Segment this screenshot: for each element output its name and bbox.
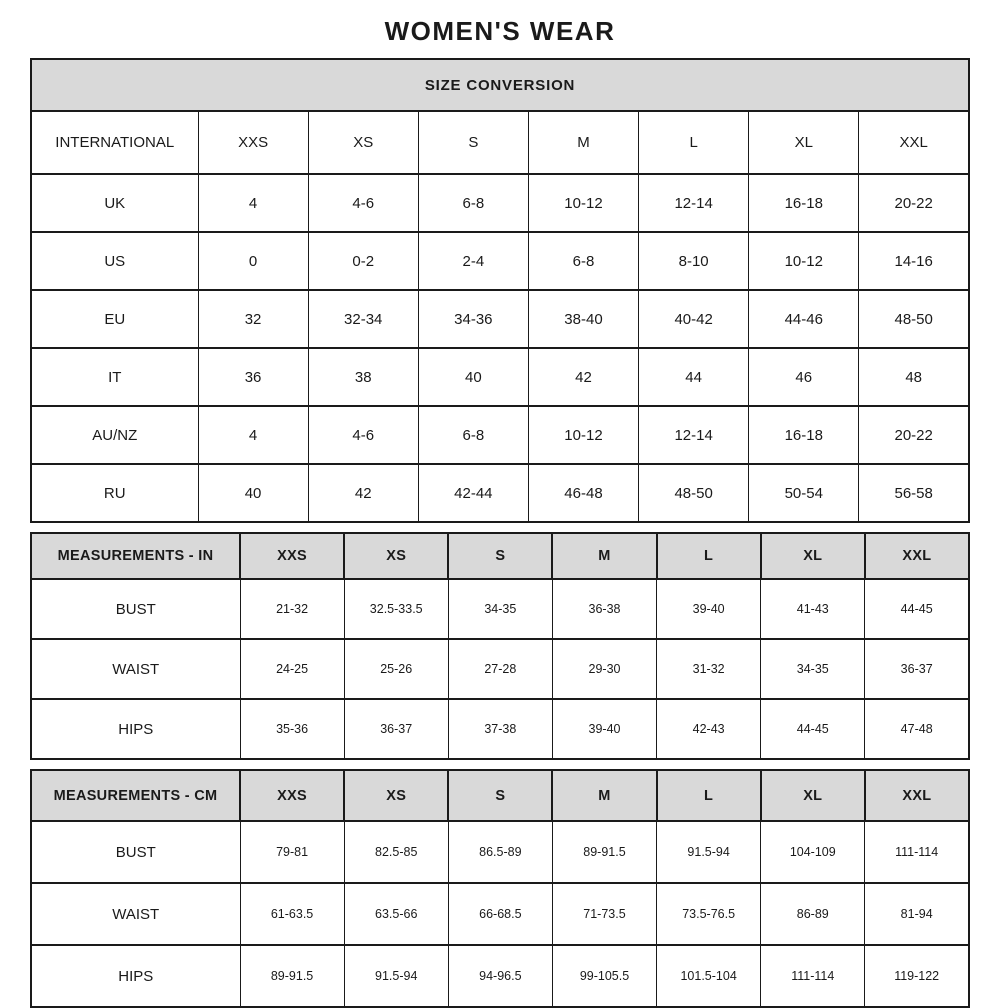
column-header-xs: XS	[344, 533, 448, 579]
table-cell: 24-25	[240, 639, 344, 699]
table-cell: 27-28	[448, 639, 552, 699]
table-cell: 34-36	[418, 290, 528, 348]
table-cell: 81-94	[865, 883, 969, 945]
table-cell: 48-50	[859, 290, 969, 348]
table-cell: 12-14	[639, 406, 749, 464]
table-cell: 36	[198, 348, 308, 406]
table-cell: 39-40	[657, 579, 761, 639]
table-cell: 44	[639, 348, 749, 406]
size-conversion-column-header-row	[31, 111, 969, 174]
table-cell: 94-96.5	[448, 945, 552, 1007]
table-cell: 38	[308, 348, 418, 406]
size-conversion-title-row	[31, 59, 969, 111]
table-row-waist-cm	[31, 883, 969, 945]
row-label: HIPS	[31, 699, 240, 759]
table-cell: 56-58	[859, 464, 969, 522]
table-cell: 4-6	[308, 174, 418, 232]
table-row-eu	[31, 290, 969, 348]
table-cell: 6-8	[528, 232, 638, 290]
table-cell: 46	[749, 348, 859, 406]
column-header-l: L	[657, 770, 761, 821]
table-cell: 32-34	[308, 290, 418, 348]
table-cell: 48	[859, 348, 969, 406]
column-header-xs: XS	[344, 770, 448, 821]
table-cell: 34-35	[448, 579, 552, 639]
table-cell: 21-32	[240, 579, 344, 639]
table-row-uk	[31, 174, 969, 232]
row-label: WAIST	[31, 639, 240, 699]
column-header-xxl: XXL	[865, 533, 969, 579]
table-cell: 36-38	[552, 579, 656, 639]
column-header-m: M	[552, 770, 656, 821]
table-row-ru	[31, 464, 969, 522]
table-cell: 39-40	[552, 699, 656, 759]
row-label: RU	[31, 464, 198, 522]
column-header-m: M	[528, 111, 638, 174]
table-cell: 44-45	[865, 579, 969, 639]
table-cell: 82.5-85	[344, 821, 448, 883]
column-header-xs: XS	[308, 111, 418, 174]
table-cell: 89-91.5	[552, 821, 656, 883]
table-cell: 40	[418, 348, 528, 406]
table-cell: 4	[198, 174, 308, 232]
row-label: UK	[31, 174, 198, 232]
measurements-in-table	[30, 532, 970, 760]
table-cell: 35-36	[240, 699, 344, 759]
measurements-in-header-row	[31, 533, 969, 579]
column-header-s: S	[448, 533, 552, 579]
table-cell: 14-16	[859, 232, 969, 290]
table-cell: 91.5-94	[344, 945, 448, 1007]
table-cell: 0	[198, 232, 308, 290]
column-header-xxs: XXS	[240, 533, 344, 579]
table-cell: 41-43	[761, 579, 865, 639]
table-cell: 8-10	[639, 232, 749, 290]
table-cell: 86-89	[761, 883, 865, 945]
table-row-waist-in	[31, 639, 969, 699]
table-row-bust-in	[31, 579, 969, 639]
row-label: AU/NZ	[31, 406, 198, 464]
row-label: WAIST	[31, 883, 240, 945]
table-cell: 42	[528, 348, 638, 406]
table-cell: 31-32	[657, 639, 761, 699]
table-cell: 36-37	[865, 639, 969, 699]
column-header-xl: XL	[761, 533, 865, 579]
table-cell: 25-26	[344, 639, 448, 699]
table-cell: 29-30	[552, 639, 656, 699]
table-cell: 99-105.5	[552, 945, 656, 1007]
table-cell: 38-40	[528, 290, 638, 348]
table-cell: 71-73.5	[552, 883, 656, 945]
table-cell: 36-37	[344, 699, 448, 759]
table-cell: 111-114	[761, 945, 865, 1007]
table-cell: 20-22	[859, 174, 969, 232]
table-row-bust-cm	[31, 821, 969, 883]
table-row-us	[31, 232, 969, 290]
size-conversion-table	[30, 58, 970, 523]
table-cell: 44-46	[749, 290, 859, 348]
table-cell: 89-91.5	[240, 945, 344, 1007]
table-cell: 63.5-66	[344, 883, 448, 945]
table-cell: 10-12	[528, 406, 638, 464]
table-cell: 37-38	[448, 699, 552, 759]
table-cell: 10-12	[528, 174, 638, 232]
page-title: WOMEN'S WEAR	[384, 16, 616, 46]
table-row-hips-in	[31, 699, 969, 759]
measurements-in-header: MEASUREMENTS - IN	[31, 533, 240, 579]
column-header-s: S	[418, 111, 528, 174]
table-cell: 104-109	[761, 821, 865, 883]
table-cell: 0-2	[308, 232, 418, 290]
row-label: BUST	[31, 821, 240, 883]
column-header-xl: XL	[749, 111, 859, 174]
measurements-cm-header-row	[31, 770, 969, 821]
column-header-xl: XL	[761, 770, 865, 821]
size-conversion-header: SIZE CONVERSION	[31, 59, 969, 111]
table-cell: 66-68.5	[448, 883, 552, 945]
table-cell: 91.5-94	[657, 821, 761, 883]
table-cell: 101.5-104	[657, 945, 761, 1007]
table-cell: 40	[198, 464, 308, 522]
row-label: IT	[31, 348, 198, 406]
table-cell: 79-81	[240, 821, 344, 883]
table-cell: 61-63.5	[240, 883, 344, 945]
table-row-it	[31, 348, 969, 406]
column-header-m: M	[552, 533, 656, 579]
table-cell: 40-42	[639, 290, 749, 348]
column-header-l: L	[657, 533, 761, 579]
table-cell: 16-18	[749, 174, 859, 232]
row-label: HIPS	[31, 945, 240, 1007]
table-cell: 10-12	[749, 232, 859, 290]
table-cell: 2-4	[418, 232, 528, 290]
table-cell: 4	[198, 406, 308, 464]
row-label: EU	[31, 290, 198, 348]
column-header-s: S	[448, 770, 552, 821]
table-cell: 44-45	[761, 699, 865, 759]
column-header-l: L	[639, 111, 749, 174]
table-cell: 4-6	[308, 406, 418, 464]
table-cell: 32.5-33.5	[344, 579, 448, 639]
table-cell: 50-54	[749, 464, 859, 522]
column-header-xxs: XXS	[198, 111, 308, 174]
table-cell: 32	[198, 290, 308, 348]
table-cell: 12-14	[639, 174, 749, 232]
table-cell: 111-114	[865, 821, 969, 883]
table-cell: 48-50	[639, 464, 749, 522]
column-header-xxl: XXL	[865, 770, 969, 821]
table-cell: 73.5-76.5	[657, 883, 761, 945]
table-row-aunz	[31, 406, 969, 464]
measurements-cm-header: MEASUREMENTS - CM	[31, 770, 240, 821]
table-cell: 47-48	[865, 699, 969, 759]
column-header-xxs: XXS	[240, 770, 344, 821]
table-cell: 42-44	[418, 464, 528, 522]
table-cell: 6-8	[418, 406, 528, 464]
row-label: BUST	[31, 579, 240, 639]
table-cell: 34-35	[761, 639, 865, 699]
table-cell: 20-22	[859, 406, 969, 464]
column-header-international: INTERNATIONAL	[31, 111, 198, 174]
table-cell: 42	[308, 464, 418, 522]
table-cell: 119-122	[865, 945, 969, 1007]
column-header-xxl: XXL	[859, 111, 969, 174]
table-cell: 16-18	[749, 406, 859, 464]
table-cell: 6-8	[418, 174, 528, 232]
measurements-cm-table	[30, 769, 970, 1008]
table-cell: 42-43	[657, 699, 761, 759]
row-label: US	[31, 232, 198, 290]
table-cell: 86.5-89	[448, 821, 552, 883]
table-row-hips-cm	[31, 945, 969, 1007]
table-cell: 46-48	[528, 464, 638, 522]
